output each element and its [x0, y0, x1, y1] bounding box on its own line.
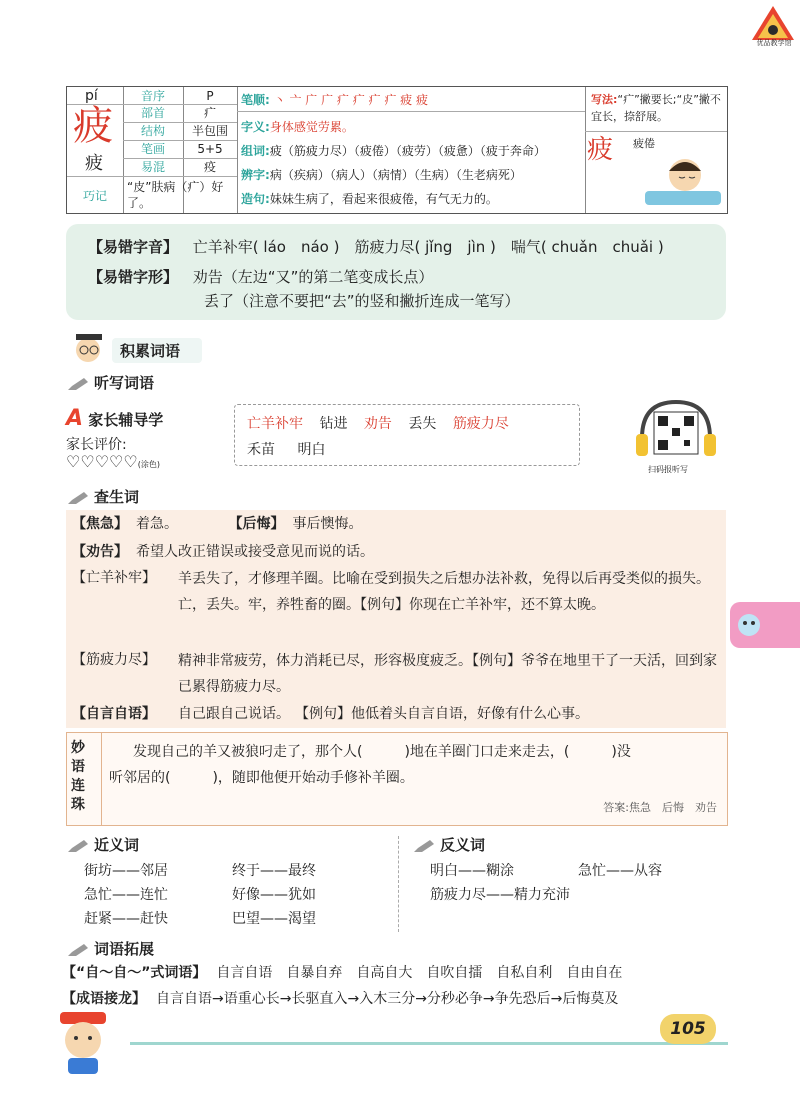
vocab-def-block — [178, 566, 718, 618]
distinguish-text: 病（疾病）（病人）（病情）（生病）（生老病死） — [269, 168, 522, 182]
sentence-label: 造句: — [241, 192, 270, 206]
shape-label: 【易错字形】 — [88, 268, 179, 286]
vocab-term: 【亡羊补牢】 — [72, 570, 156, 586]
field-value-jiegou: 半包围 — [191, 124, 228, 138]
writing-tip — [591, 91, 723, 125]
vocab-row — [72, 702, 589, 726]
footer-bar — [130, 1042, 728, 1045]
vocab-def-block — [178, 648, 718, 700]
page-number: 105 — [660, 1014, 716, 1044]
exercise-answer: 答案:焦急 后悔 劝告 — [603, 801, 717, 814]
hearts-note: (涂色) — [137, 460, 160, 469]
synonym-pair: 终于——最终 — [232, 863, 316, 879]
pron-text: 亡羊补牢( láo náo ) 筋疲力尽( jǐng jìn ) 喘气( chuǎn chuǎi ) — [192, 238, 664, 256]
field-label-yihun: 易混 — [140, 160, 165, 174]
mascot-icon — [46, 1008, 120, 1076]
writing-text: “疒”撇要长;“皮”撇不宜长，捺舒展。 — [591, 93, 721, 123]
pattern-label: 【“自～自～”式词语】 — [62, 965, 207, 981]
pattern-words: 自言自语 自暴自弃 自高自大 自吹自擂 自私自利 自由自在 — [216, 965, 623, 981]
field-label-yinxu: 音序 — [140, 89, 165, 103]
exercise-label: 妙语连珠 — [71, 740, 85, 813]
logo-text: 优品教学馆 — [756, 39, 792, 47]
meaning-text: 身体感觉劳累。 — [269, 120, 354, 134]
pron-label: 【易错字音】 — [88, 238, 179, 256]
dictation-word: 亡羊补牢 — [247, 416, 303, 432]
side-tab[interactable] — [730, 602, 800, 648]
expand-heading — [68, 938, 154, 959]
chain-label: 【成语接龙】 — [62, 991, 146, 1007]
dictation-line-1 — [247, 413, 509, 433]
chain-text: 自言自语→语重心长→长驱直入→入木三分→分秒必争→争先恐后→后悔莫及 — [156, 991, 619, 1007]
field-value-yinxu: P — [206, 89, 214, 103]
antonyms-heading-text: 反义词 — [440, 836, 486, 854]
qr-caption: 扫码报听写 — [648, 465, 688, 474]
chain-row — [62, 988, 618, 1008]
dictation-heading-text: 听写词语 — [94, 374, 155, 392]
vocab-def: 事后懊悔。 — [292, 516, 363, 532]
shape-line-2: 丢了（注意不要把“去”的竖和撇折连成一笔写） — [204, 292, 520, 310]
dictation-word: 劝告 — [363, 416, 392, 432]
vocab-term: 【焦急】 — [72, 516, 128, 532]
field-value-bihua: 5+5 — [197, 142, 223, 156]
pencil-icon — [414, 840, 434, 852]
vocab-def: 希望人改正错误或接受意见而说的话。 — [136, 544, 374, 560]
expand-heading-text: 词语拓展 — [94, 940, 155, 958]
dictation-word: 明白 — [297, 442, 326, 458]
vocab-term: 【筋疲力尽】 — [72, 652, 156, 668]
writing-character: 疲 — [587, 135, 614, 165]
vocab-example: 【例句】你现在亡羊补牢，还不算太晚。 — [360, 597, 605, 613]
synonym-pair: 急忙——连忙 — [84, 887, 168, 903]
synonyms-heading-text: 近义词 — [94, 836, 140, 854]
cartoon-boy-icon — [68, 330, 110, 368]
pinyin: pí — [85, 88, 98, 104]
dictation-heading — [68, 372, 154, 393]
tired-child-illustration — [643, 147, 723, 209]
mnemonic-text: “皮”肤病（疒）好了。 — [127, 180, 224, 210]
vocab-example: 【例句】他低着头自言自语，好像有什么心事。 — [302, 706, 589, 722]
synonym-pair: 街坊——邻居 — [84, 863, 168, 879]
lookup-heading-text: 查生词 — [94, 488, 140, 506]
accumulate-heading: 积累词语 — [112, 338, 202, 363]
dictation-word: 禾苗 — [247, 442, 275, 458]
vocab-row — [72, 512, 362, 536]
headphones-qr-icon[interactable] — [634, 398, 718, 468]
vocab-term: 【后悔】 — [228, 516, 285, 532]
words-label: 组词: — [241, 144, 270, 158]
vocab-def: 自己跟自己说话。 — [178, 706, 290, 722]
pattern-row — [62, 962, 622, 982]
meaning-label: 字义: — [241, 120, 270, 134]
vocab-example: 【例句】爷爷在地里干了一天活，回到家已累得筋疲力尽。 — [178, 653, 717, 695]
rating-hearts[interactable] — [66, 452, 160, 471]
vocab-term: 【劝告】 — [72, 544, 128, 560]
pencil-icon — [68, 944, 88, 956]
antonym-pair: 明白——糊涂 — [430, 863, 514, 879]
synonyms-heading — [68, 834, 139, 855]
pron-row — [88, 236, 664, 257]
exercise-line-2[interactable]: 听邻居的( )，随即他便开始动手修补羊圈。 — [109, 770, 414, 786]
shape-row — [88, 266, 433, 287]
vocabulary-box — [66, 510, 726, 728]
synonym-pair: 好像——犹如 — [232, 887, 316, 903]
field-label-bihua: 笔画 — [140, 142, 165, 156]
shape-line-1: 劝告（左边“又”的第二笔变成长点） — [192, 268, 434, 286]
dictation-box — [234, 404, 580, 466]
parent-guide-title — [66, 406, 163, 431]
exercise-line-1[interactable]: 发现自己的羊又被狼叼走了，那个人( )地在羊圈门口走来走去，( )没 — [133, 744, 631, 760]
dictation-word: 钻进 — [319, 416, 348, 432]
exercise-box — [66, 732, 728, 826]
field-label-jiegou: 结构 — [140, 124, 165, 138]
pencil-icon — [68, 840, 88, 852]
synonym-pair: 巴望——渴望 — [232, 911, 316, 927]
pencil-icon — [68, 378, 88, 390]
vocab-term: 【自言自语】 — [72, 706, 156, 722]
parent-eval-label: 家长评价: — [66, 437, 127, 453]
mnemonic-label: 巧记 — [82, 189, 107, 203]
vocab-row — [72, 540, 374, 564]
dictation-word: 丢失 — [408, 416, 437, 432]
dragon-icon — [734, 610, 764, 640]
vocab-def: 着急。 — [136, 516, 178, 532]
hearts[interactable]: ♡♡♡♡♡ — [66, 452, 138, 471]
main-character: 疲 — [73, 103, 113, 149]
stroke-label: 笔顺: — [241, 93, 270, 107]
field-label-bushou: 部首 — [140, 106, 165, 120]
lookup-heading — [68, 486, 139, 507]
dictation-line-2 — [247, 439, 325, 459]
parent-guide-text: 家长辅导学 — [88, 411, 164, 429]
words-text: 疲（筋疲力尽）（疲倦）（疲劳）（疲惫）（疲于奔命） — [269, 144, 546, 158]
stroke-order: 丶 亠 广 广 疒 疒 疒 疒 疲 疲 — [273, 93, 428, 107]
image-caption: 疲倦 — [633, 137, 655, 150]
antonym-pair: 急忙——从容 — [578, 863, 662, 879]
writing-label: 写法: — [591, 93, 618, 106]
small-character: 疲 — [85, 153, 103, 174]
character-card — [66, 86, 728, 214]
antonyms-heading — [414, 834, 485, 855]
column-divider — [398, 836, 399, 932]
field-value-bushou: 疒 — [203, 106, 216, 120]
vocab-def: 精神非常疲劳，体力消耗已尽，形容极度疲乏。 — [178, 653, 472, 669]
synonym-pair: 赶紧——赶快 — [84, 911, 168, 927]
sentence-text: 妹妹生病了，看起来很疲倦，有气无力的。 — [269, 192, 498, 206]
dictation-word: 筋疲力尽 — [452, 416, 509, 432]
distinguish-label: 辨字: — [241, 168, 270, 182]
vocab-def: 羊丢失了，才修理羊圈。比喻在受到损失之后想办法补救，免得以后再受类似的损失。亡，丢失。牢，养牲畜的圈。 — [178, 571, 710, 613]
antonym-pair: 筋疲力尽——精力充沛 — [430, 887, 570, 903]
parent-a-icon: A — [66, 406, 84, 431]
common-errors-box — [66, 224, 726, 320]
pencil-icon — [68, 492, 88, 504]
field-value-yihun: 疫 — [203, 160, 216, 174]
